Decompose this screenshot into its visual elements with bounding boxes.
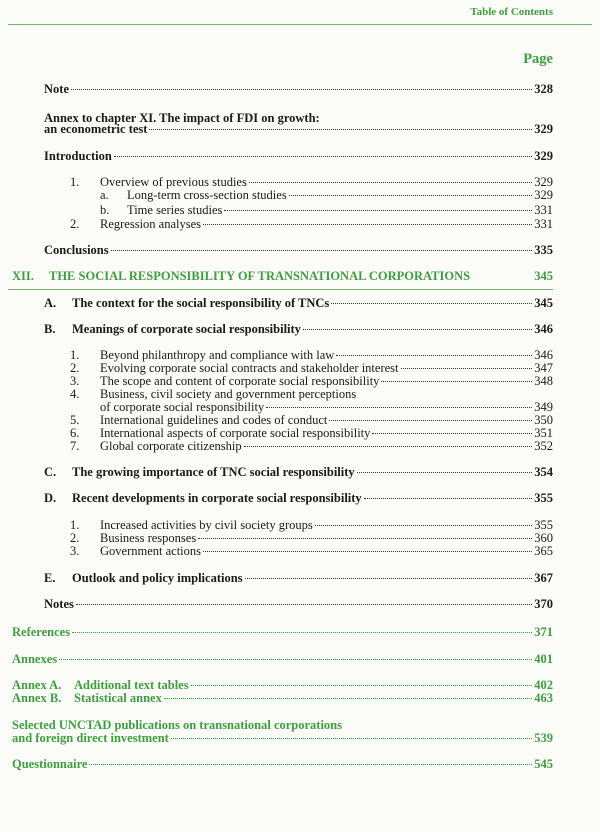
dot-leader [72,631,532,633]
entry-title: an econometric test [44,122,148,136]
entry-number: 1. [70,175,80,189]
entry-page: 348 [534,374,553,388]
entry-title: Notes [44,597,74,611]
entry-title: Outlook and policy implications [72,571,243,585]
entry-page: 329 [534,188,553,202]
entry-page: 354 [534,465,553,479]
toc-entry-notes[interactable] [44,598,553,611]
annex-label: Annex A. [12,678,62,692]
entry-title: Introduction [44,149,112,163]
toc-section-e[interactable] [44,572,553,585]
toc-entry-references[interactable] [12,626,553,639]
entry-page: 331 [534,203,553,217]
entry-title: Business, civil society and government perceptions [100,387,357,401]
entry-page: 328 [534,82,553,96]
entry-page: 352 [534,439,553,453]
dot-leader [76,603,532,605]
entry-page: 463 [534,691,553,705]
toc-entry-annexes[interactable] [12,653,553,666]
toc-entry-annex-xi[interactable] [44,123,553,136]
entry-page: 345 [534,296,553,310]
entry-page: 355 [534,518,553,532]
entry-title: Evolving corporate social contracts and stakeholder interest [100,361,399,375]
toc-subentry[interactable] [100,189,553,202]
toc-subentry[interactable] [70,218,553,231]
entry-title: Note [44,82,69,96]
entry-title: Increased activities by civil society groups [100,518,313,532]
dot-leader [71,88,532,90]
entry-page: 350 [534,413,553,427]
entry-title: Annexes [12,652,58,666]
chapter-title: THE SOCIAL RESPONSIBILITY OF TRANSNATIONAL CORPORATIONS [49,269,471,283]
entry-title: Overview of previous studies [100,175,247,189]
dot-leader [149,128,532,130]
section-letter: B. [44,322,56,336]
dot-leader [171,737,532,739]
dot-leader [289,194,533,196]
entry-page: 367 [534,571,553,585]
entry-page: 401 [534,652,553,666]
entry-number: 2. [70,361,80,375]
entry-number: 5. [70,413,80,427]
entry-title: References [12,625,71,639]
entry-title: Additional text tables [74,678,189,692]
entry-page: 355 [534,491,553,505]
section-letter: E. [44,571,56,585]
toc-section-b[interactable] [44,323,553,336]
entry-page: 360 [534,531,553,545]
entry-number: 3. [70,374,80,388]
entry-page: 329 [534,175,553,189]
entry-title: Recent developments in corporate social responsibility [72,491,362,505]
entry-title: International aspects of corporate social responsibility [100,426,371,440]
dot-leader [315,524,532,526]
annex-label: Annex B. [12,691,62,705]
chapter-rule [8,289,553,290]
entry-number: 1. [70,348,80,362]
dot-leader [203,223,532,225]
dot-leader [224,209,532,211]
dot-leader [198,537,532,539]
entry-page: 349 [534,400,553,414]
toc-section-d[interactable] [44,492,553,505]
entry-number: 3. [70,544,80,558]
dot-leader [203,550,532,552]
section-letter: A. [44,296,57,310]
entry-page: 402 [534,678,553,692]
entry-page: 371 [534,625,553,639]
entry-title: Long-term cross-section studies [127,188,287,202]
entry-page: 370 [534,597,553,611]
entry-number: 2. [70,217,80,231]
dot-leader [381,380,532,382]
entry-page: 345 [534,269,553,283]
dot-leader [59,658,532,660]
entry-page: 346 [534,348,553,362]
entry-number: b. [100,203,110,217]
toc-subentry[interactable] [70,440,553,453]
toc-entry-conclusions[interactable] [44,244,553,257]
toc-chapter-xii[interactable] [12,270,553,283]
entry-title: of corporate social responsibility [100,400,265,414]
entry-title: The context for the social responsibility of TNCs [72,296,330,310]
dot-leader [191,684,533,686]
entry-title: International guidelines and codes of conduct [100,413,328,427]
toc-section-a[interactable] [44,297,553,310]
entry-number: 1. [70,518,80,532]
header-title: Table of Contents [470,6,553,18]
entry-number: 2. [70,531,80,545]
dot-leader [364,497,533,499]
dot-leader [401,367,533,369]
entry-page: 335 [534,243,553,257]
entry-title: Global corporate citizenship [100,439,242,453]
dot-leader [164,697,532,699]
entry-page: 351 [534,426,553,440]
entry-title: Meanings of corporate social responsibility [72,322,301,336]
entry-title: The growing importance of TNC social responsibility [72,465,355,479]
entry-title: Statistical annex [74,691,162,705]
dot-leader [372,432,532,434]
dot-leader [303,328,532,330]
dot-leader [357,471,533,473]
toc-entry-note[interactable] [44,83,553,96]
entry-title: Government actions [100,544,202,558]
dot-leader [249,181,532,183]
toc-subentry[interactable] [100,204,553,217]
toc-entry-annex-b[interactable] [12,692,553,705]
entry-title: and foreign direct investment [12,731,169,745]
entry-page: 346 [534,322,553,336]
toc-entry-introduction[interactable] [44,150,553,163]
header-rule [8,24,592,25]
entry-title: Conclusions [44,243,109,257]
dot-leader [266,406,532,408]
page-column-label: Page [523,51,553,67]
dot-leader [89,763,532,765]
toc-entry-unctad[interactable] [12,732,553,745]
section-letter: C. [44,465,57,479]
entry-page: 545 [534,757,553,771]
entry-title: The scope and content of corporate social responsibility [100,374,380,388]
entry-page: 365 [534,544,553,558]
chapter-number: XII. [12,269,34,283]
dot-leader [111,249,533,251]
entry-page: 329 [534,149,553,163]
dot-leader [336,354,532,356]
entry-page: 539 [534,731,553,745]
dot-leader [245,577,533,579]
toc-entry-annex-xi-line1[interactable]: Annex to chapter XI. The impact of FDI on growth: [44,111,320,125]
entry-title: Time series studies [127,203,223,217]
dot-leader [329,419,532,421]
entry-page: 331 [534,217,553,231]
entry-title: Regression analyses [100,217,202,231]
entry-title: Beyond philanthropy and compliance with law [100,348,335,362]
section-letter: D. [44,491,57,505]
entry-page: 329 [534,122,553,136]
dot-leader [331,302,532,304]
entry-number: 4. [70,387,80,401]
entry-page: 347 [534,361,553,375]
entry-title: Questionnaire [12,757,88,771]
entry-number: 7. [70,439,80,453]
entry-title: Business responses [100,531,197,545]
entry-number: 6. [70,426,80,440]
toc-subentry[interactable] [70,545,553,558]
toc-entry-unctad-line1[interactable]: Selected UNCTAD publications on transnational corporations [12,718,342,732]
entry-number: a. [100,188,109,202]
toc-entry-questionnaire[interactable] [12,758,553,771]
dot-leader [244,445,533,447]
dot-leader [114,155,532,157]
toc-section-c[interactable] [44,466,553,479]
